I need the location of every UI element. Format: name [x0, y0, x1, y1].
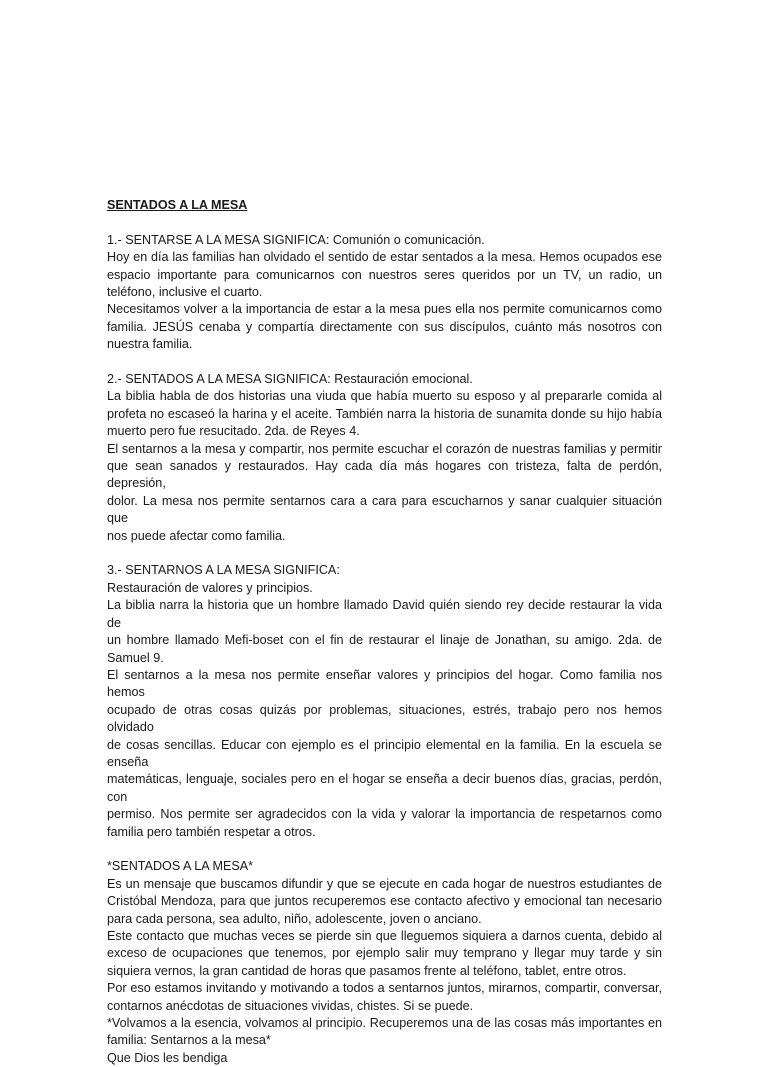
- text-line: exceso de ocupaciones que tenemos, por ejemplo salir muy temprano y llegar muy tarde y sin: [107, 946, 662, 961]
- blank-line: [107, 214, 662, 231]
- document-title: SENTADOS A LA MESA: [107, 198, 248, 212]
- text-line: 2.- SENTADOS A LA MESA SIGNIFICA: Restauración emocional.: [107, 372, 473, 387]
- blank-line: [107, 354, 662, 371]
- document-page: [107, 197, 662, 1067]
- text-line: Es un mensaje que buscamos difundir y que se ejecute en cada hogar de nuestros estudiantes de: [107, 876, 662, 891]
- text-line: familia. JESÚS cenaba y compartía directamente con sus discípulos, cuánto más nosotros con: [107, 319, 662, 334]
- text-line: que sean sanados y restaurados. Hay cada día más hogares con tristeza, falta de perdón, depresión,: [107, 459, 662, 491]
- text-line: Samuel 9.: [107, 650, 164, 665]
- text-line: 3.- SENTARNOS A LA MESA SIGNIFICA:: [107, 563, 340, 578]
- text-line: muerto pero fue resucitado. 2da. de Reyes 4.: [107, 424, 360, 439]
- text-line: teléfono, inclusive el cuarto.: [107, 285, 263, 300]
- text-line: dolor. La mesa nos permite sentarnos cara a cara para escucharnos y sanar cualquier situación que: [107, 493, 662, 526]
- text-line: El sentarnos a la mesa y compartir, nos permite escuchar el corazón de nuestras familias y permitir: [107, 441, 662, 456]
- text-line: Necesitamos volver a la importancia de estar a la mesa pues ella nos permite comunicarnos como: [107, 302, 662, 317]
- text-line: *SENTADOS A LA MESA*: [107, 859, 254, 874]
- text-line: Este contacto que muchas veces se pierde sin que lleguemos siquiera a darnos cuenta, debido al: [107, 929, 662, 943]
- text-line: Hoy en día las familias han olvidado el sentido de estar sentados a la mesa. Hemos ocupados ese: [107, 250, 662, 265]
- text-line: permiso. Nos permite ser agradecidos con la vida y valorar la importancia de respetarnos como: [107, 807, 662, 822]
- text-line: profeta no escaseó la harina y el aceite. También narra la historia de sunamita donde su hijo había: [107, 406, 662, 421]
- text-line: La biblia habla de dos historias una viuda que había muerto su esposo y al prepararle comida al: [107, 389, 662, 404]
- text-line: ocupado de otras cosas quizás por problemas, situaciones, estrés, trabajo pero nos hemos olvidado: [107, 702, 662, 735]
- text-line: de cosas sencillas. Educar con ejemplo es el principio elemental en la familia. En la escuela se enseña: [107, 737, 662, 769]
- document-body: [107, 214, 662, 1067]
- text-line: espacio importante para comunicarnos con nuestros seres queridos por un TV, un radio, un: [107, 267, 662, 282]
- text-line: La biblia narra la historia que un hombre llamado David quién siendo rey decide restaurar la vida de: [107, 598, 662, 630]
- text-line: familia pero también respetar a otros.: [107, 824, 316, 839]
- text-line: *Volvamos a la esencia, volvamos al principio. Recuperemos una de las cosas más importantes en: [107, 1016, 662, 1031]
- text-line: Cristóbal Mendoza, para que juntos recuperemos ese contacto afectivo y emocional tan necesario: [107, 894, 662, 909]
- text-line: siquiera vernos, la gran cantidad de horas que pasamos frente al teléfono, tablet, entre otros.: [107, 963, 627, 978]
- blank-line: [107, 841, 662, 858]
- text-line: Que Dios les bendiga: [107, 1050, 228, 1065]
- text-line: nos puede afectar como familia.: [107, 528, 286, 543]
- text-line: matemáticas, lenguaje, sociales pero en el hogar se enseña a decir buenos días, gracias, perdón, con: [107, 772, 662, 804]
- text-line: para cada persona, sea adulto, niño, adolescente, joven o anciano.: [107, 911, 482, 926]
- text-line: nuestra familia.: [107, 337, 193, 352]
- text-line: Restauración de valores y principios.: [107, 580, 313, 595]
- text-line: Por eso estamos invitando y motivando a todos a sentarnos juntos, mirarnos, compartir, conversar,: [107, 981, 662, 996]
- text-line: familia: Sentarnos a la mesa*: [107, 1033, 271, 1048]
- text-line: 1.- SENTARSE A LA MESA SIGNIFICA: Comunión o comunicación.: [107, 232, 485, 247]
- blank-line: [107, 545, 662, 562]
- text-line: El sentarnos a la mesa nos permite enseñar valores y principios del hogar. Como familia nos hemos: [107, 667, 662, 700]
- text-line: contarnos anécdotas de situaciones vividas, chistes. Si se puede.: [107, 998, 474, 1013]
- text-line: un hombre llamado Mefi-boset con el fin de restaurar el linaje de Jonathan, su amigo. 2da. de: [107, 633, 662, 648]
